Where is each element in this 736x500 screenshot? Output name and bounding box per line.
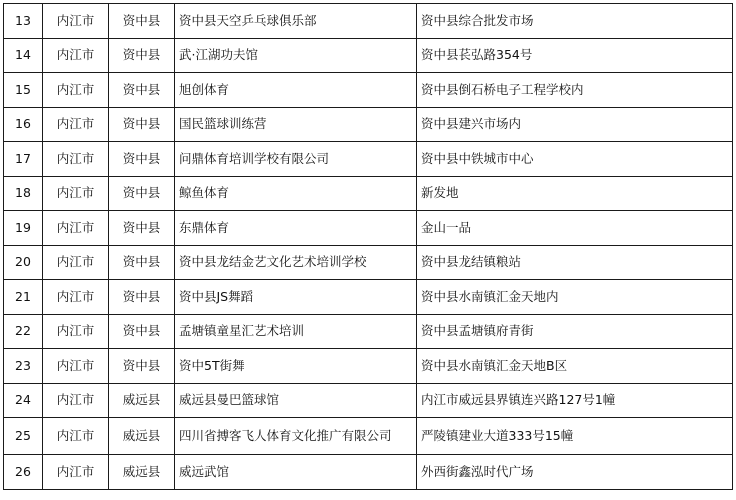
table-row bbox=[4, 176, 733, 211]
venue-name-cell: 四川省搏客飞人体育文化推广有限公司 bbox=[175, 418, 417, 455]
address-cell: 资中县建兴市场内 bbox=[417, 107, 733, 142]
city-cell: 内江市 bbox=[43, 107, 109, 142]
table-row bbox=[4, 107, 733, 142]
table-row bbox=[4, 383, 733, 418]
address-cell: 资中县孟塘镇府青街 bbox=[417, 314, 733, 349]
row-number-cell: 20 bbox=[4, 245, 43, 280]
county-cell: 资中县 bbox=[109, 38, 175, 73]
city-cell: 内江市 bbox=[43, 211, 109, 246]
row-number-cell: 23 bbox=[4, 349, 43, 384]
city-cell: 内江市 bbox=[43, 383, 109, 418]
address-cell: 金山一品 bbox=[417, 211, 733, 246]
venue-name-cell: 国民篮球训练营 bbox=[175, 107, 417, 142]
row-number-cell: 24 bbox=[4, 383, 43, 418]
table-row bbox=[4, 418, 733, 455]
city-cell: 内江市 bbox=[43, 280, 109, 315]
city-cell: 内江市 bbox=[43, 4, 109, 39]
address-cell: 资中县综合批发市场 bbox=[417, 4, 733, 39]
city-cell: 内江市 bbox=[43, 245, 109, 280]
table-row bbox=[4, 280, 733, 315]
address-cell: 内江市威远县界镇连兴路127号1幢 bbox=[417, 383, 733, 418]
county-cell: 资中县 bbox=[109, 107, 175, 142]
address-cell: 严陵镇建业大道333号15幢 bbox=[417, 418, 733, 455]
city-cell: 内江市 bbox=[43, 38, 109, 73]
venue-name-cell: 鲸鱼体育 bbox=[175, 176, 417, 211]
table-row bbox=[4, 349, 733, 384]
city-cell: 内江市 bbox=[43, 142, 109, 177]
row-number-cell: 26 bbox=[4, 455, 43, 490]
venue-name-cell: 资中县JS舞蹈 bbox=[175, 280, 417, 315]
table-row bbox=[4, 245, 733, 280]
county-cell: 资中县 bbox=[109, 314, 175, 349]
city-cell: 内江市 bbox=[43, 176, 109, 211]
row-number-cell: 14 bbox=[4, 38, 43, 73]
county-cell: 威远县 bbox=[109, 418, 175, 455]
venue-name-cell: 孟塘镇童星汇艺术培训 bbox=[175, 314, 417, 349]
county-cell: 资中县 bbox=[109, 4, 175, 39]
address-cell: 资中县水南镇汇金天地内 bbox=[417, 280, 733, 315]
address-cell: 资中县倒石桥电子工程学校内 bbox=[417, 73, 733, 108]
table-row bbox=[4, 211, 733, 246]
table-row bbox=[4, 38, 733, 73]
row-number-cell: 18 bbox=[4, 176, 43, 211]
city-cell: 内江市 bbox=[43, 455, 109, 490]
address-cell: 外西街鑫泓时代广场 bbox=[417, 455, 733, 490]
city-cell: 内江市 bbox=[43, 418, 109, 455]
county-cell: 资中县 bbox=[109, 280, 175, 315]
city-cell: 内江市 bbox=[43, 349, 109, 384]
county-cell: 威远县 bbox=[109, 383, 175, 418]
address-cell: 资中县水南镇汇金天地B区 bbox=[417, 349, 733, 384]
row-number-cell: 13 bbox=[4, 4, 43, 39]
table-row bbox=[4, 4, 733, 39]
venue-name-cell: 旭创体育 bbox=[175, 73, 417, 108]
city-cell: 内江市 bbox=[43, 73, 109, 108]
row-number-cell: 25 bbox=[4, 418, 43, 455]
venue-name-cell: 武·江湖功夫馆 bbox=[175, 38, 417, 73]
venue-name-cell: 资中5T街舞 bbox=[175, 349, 417, 384]
county-cell: 资中县 bbox=[109, 349, 175, 384]
address-cell: 新发地 bbox=[417, 176, 733, 211]
row-number-cell: 15 bbox=[4, 73, 43, 108]
venue-table bbox=[3, 3, 733, 490]
county-cell: 资中县 bbox=[109, 176, 175, 211]
venue-name-cell: 问鼎体育培训学校有限公司 bbox=[175, 142, 417, 177]
county-cell: 威远县 bbox=[109, 455, 175, 490]
table-row bbox=[4, 73, 733, 108]
row-number-cell: 19 bbox=[4, 211, 43, 246]
table-row bbox=[4, 314, 733, 349]
address-cell: 资中县龙结镇粮站 bbox=[417, 245, 733, 280]
venue-name-cell: 威远县曼巴篮球馆 bbox=[175, 383, 417, 418]
venue-name-cell: 资中县龙结金艺文化艺术培训学校 bbox=[175, 245, 417, 280]
address-cell: 资中县中铁城市中心 bbox=[417, 142, 733, 177]
venue-name-cell: 资中县天空乒乓球俱乐部 bbox=[175, 4, 417, 39]
venue-name-cell: 威远武馆 bbox=[175, 455, 417, 490]
county-cell: 资中县 bbox=[109, 142, 175, 177]
table-row bbox=[4, 142, 733, 177]
row-number-cell: 17 bbox=[4, 142, 43, 177]
row-number-cell: 16 bbox=[4, 107, 43, 142]
address-cell: 资中县苌弘路354号 bbox=[417, 38, 733, 73]
county-cell: 资中县 bbox=[109, 245, 175, 280]
county-cell: 资中县 bbox=[109, 73, 175, 108]
table-body bbox=[4, 4, 733, 490]
county-cell: 资中县 bbox=[109, 211, 175, 246]
city-cell: 内江市 bbox=[43, 314, 109, 349]
row-number-cell: 21 bbox=[4, 280, 43, 315]
venue-name-cell: 东鼎体育 bbox=[175, 211, 417, 246]
table-row bbox=[4, 455, 733, 490]
row-number-cell: 22 bbox=[4, 314, 43, 349]
